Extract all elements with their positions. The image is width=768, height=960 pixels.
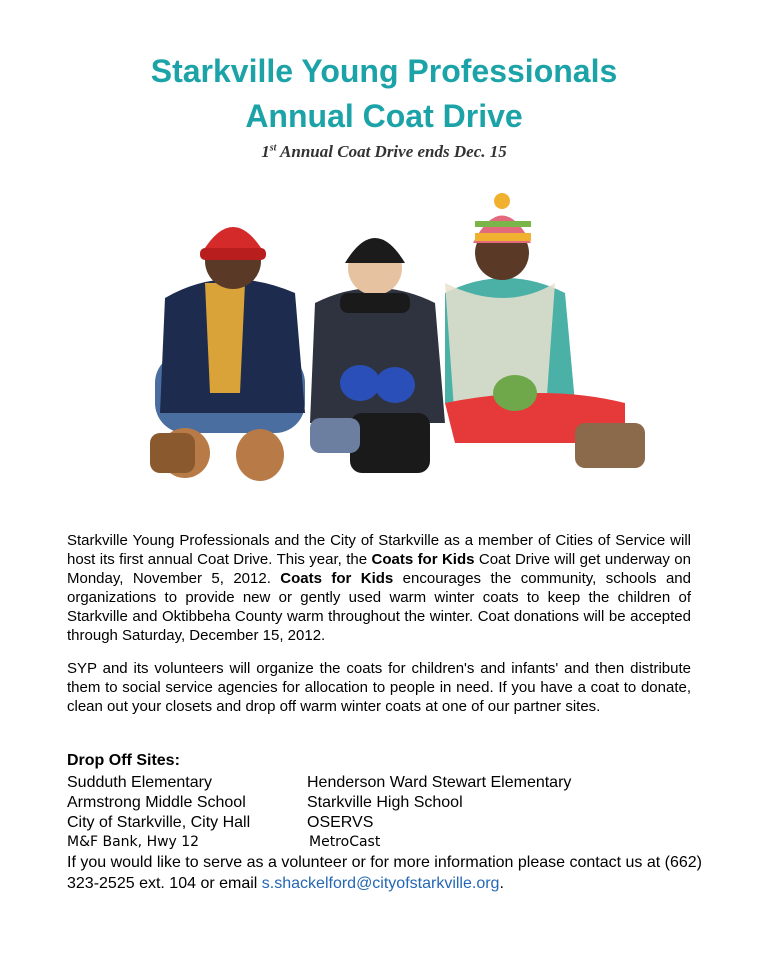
subtitle bbox=[0, 142, 768, 162]
middle-kid-figure bbox=[310, 238, 445, 473]
right-kid-figure bbox=[445, 193, 645, 468]
page-title-line1: Starkville Young Professionals bbox=[150, 53, 618, 89]
coats-for-kids-2: Coats for Kids bbox=[280, 570, 394, 587]
intro-text-a: Starkville Young Professionals and the City of Starkville as a member of Cities of Service will host its first annual Coat Drive. This year, the bbox=[67, 532, 691, 568]
site-left-2: Armstrong Middle School bbox=[67, 794, 246, 811]
left-kid-figure bbox=[150, 227, 305, 481]
intro-text-c: Coat Drive will get underway on Monday, November 5, 2012. bbox=[67, 551, 691, 587]
intro-paragraph bbox=[67, 531, 691, 645]
subtitle-number: 1 bbox=[261, 142, 270, 161]
email-link[interactable]: s.shackelford@cityofstarkville.org bbox=[261, 875, 500, 892]
site-right-4: MetroCast bbox=[309, 834, 381, 850]
drop-off-heading: Drop Off Sites: bbox=[67, 752, 180, 769]
site-left-1: Sudduth Elementary bbox=[67, 774, 212, 791]
intro-text-e: encourages the community, schools and organizations to provide new or gently used warm winter coats to keep the children of Starkville and Oktibbeha County warm throughout the winter. Coat donations will be accepted through Saturday, December 15, 2012. bbox=[67, 570, 691, 644]
coats-for-kids-1: Coats for Kids bbox=[371, 551, 475, 568]
site-left-4: M&F Bank, Hwy 12 bbox=[67, 834, 200, 850]
contact-text: If you would like to serve as a volunteer or for more information please contact us at (662) 323-2525 ext. 104 or email bbox=[67, 854, 702, 892]
subtitle-text: Annual Coat Drive ends Dec. 15 bbox=[276, 142, 507, 161]
kids-photo bbox=[145, 193, 650, 493]
volunteer-paragraph: SYP and its volunteers will organize the coats for children's and infants' and then distribute them to social service agencies for allocation to people in need. If you have a coat to donate, clean out your closets and drop off warm winter coats at one of our partner sites. bbox=[67, 660, 691, 715]
contact-end: . bbox=[499, 875, 504, 892]
subtitle-ordinal: st bbox=[269, 142, 277, 154]
site-right-2: Starkville High School bbox=[307, 794, 463, 811]
site-left-3: City of Starkville, City Hall bbox=[67, 814, 251, 831]
site-right-1: Henderson Ward Stewart Elementary bbox=[307, 774, 572, 791]
contact-paragraph bbox=[67, 852, 707, 894]
site-right-3: OSERVS bbox=[307, 814, 374, 831]
page-title-line2: Annual Coat Drive bbox=[245, 98, 523, 134]
